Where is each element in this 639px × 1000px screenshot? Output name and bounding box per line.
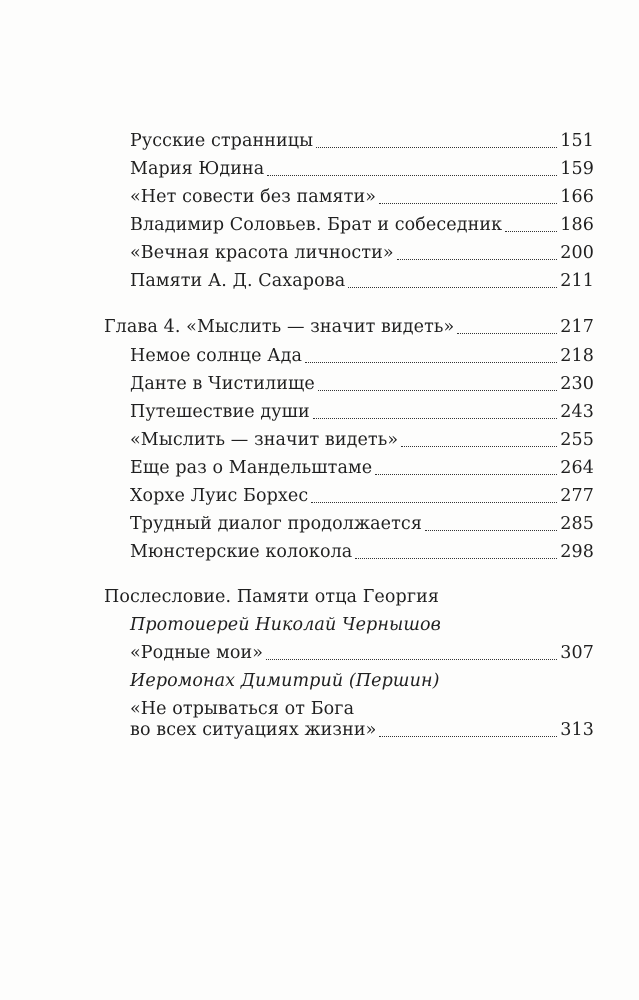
toc-entry-title: Владимир Соловьев. Брат и собеседник xyxy=(130,215,503,235)
toc-entry xyxy=(0,638,639,668)
leader-dots xyxy=(316,147,557,148)
toc-entry-title: Еще раз о Мандельштаме xyxy=(130,458,373,478)
toc-entry xyxy=(0,715,639,745)
toc-entry-title: Памяти А. Д. Сахарова xyxy=(130,271,346,291)
toc-entry-page: 211 xyxy=(560,271,594,291)
toc-entry-page: 264 xyxy=(560,458,594,478)
leader-dots xyxy=(348,287,557,288)
toc-author xyxy=(0,610,639,640)
toc-entry-page: 243 xyxy=(560,402,594,422)
toc-entry-page: 159 xyxy=(560,159,594,179)
toc-entry-page: 217 xyxy=(560,317,594,337)
toc-entry xyxy=(0,210,639,240)
toc-entry-page: 230 xyxy=(560,374,594,394)
toc-entry xyxy=(0,481,639,511)
toc-entry-title: во всех ситуациях жизни» xyxy=(130,720,377,740)
toc-entry xyxy=(0,154,639,184)
toc-entry-page: 313 xyxy=(560,720,594,740)
toc-entry xyxy=(0,182,639,212)
toc-entry-title: «Вечная красота личности» xyxy=(130,243,394,263)
toc-entry-page: 285 xyxy=(560,514,594,534)
toc-entry xyxy=(0,238,639,268)
toc-entry xyxy=(0,341,639,371)
leader-dots xyxy=(266,659,557,660)
leader-dots xyxy=(401,446,557,447)
toc-entry-page: 277 xyxy=(560,486,594,506)
toc-entry xyxy=(0,397,639,427)
toc-entry-page: 166 xyxy=(560,187,594,207)
toc-chapter-heading xyxy=(0,312,639,342)
toc-entry xyxy=(0,369,639,399)
leader-dots xyxy=(505,231,557,232)
leader-dots xyxy=(397,259,558,260)
toc-entry-title: Глава 4. «Мыслить — значит видеть» xyxy=(104,317,455,337)
toc-author xyxy=(0,666,639,696)
toc-entry-page: 151 xyxy=(560,131,594,151)
toc-entry-title: Немое солнце Ада xyxy=(130,346,303,366)
leader-dots xyxy=(379,736,557,737)
toc-entry-page: 186 xyxy=(560,215,594,235)
leader-dots xyxy=(457,333,557,334)
toc-entry-page: 255 xyxy=(560,430,594,450)
leader-dots xyxy=(305,362,557,363)
toc-entry-title: Путешествие души xyxy=(130,402,310,422)
leader-dots xyxy=(318,390,558,391)
leader-dots xyxy=(267,175,557,176)
toc-entry-page: 200 xyxy=(560,243,594,263)
leader-dots xyxy=(425,530,557,531)
toc-entry-title: Мария Юдина xyxy=(130,159,265,179)
toc-entry-title: «Родные мои» xyxy=(130,643,264,663)
toc-entry-page: 298 xyxy=(560,542,594,562)
toc-entry-page: 307 xyxy=(560,643,594,663)
toc-entry xyxy=(0,537,639,567)
toc-entry-title: «Нет совести без памяти» xyxy=(130,187,377,207)
toc-entry-title: Мюнстерские колокола xyxy=(130,542,353,562)
toc-entry-title: «Не отрываться от Бога xyxy=(130,699,355,719)
toc-entry-title: Хорхе Луис Борхес xyxy=(130,486,309,506)
toc-section-heading xyxy=(0,582,639,612)
toc-entry xyxy=(0,453,639,483)
toc-entry xyxy=(0,266,639,296)
toc-entry xyxy=(0,126,639,156)
leader-dots xyxy=(311,502,557,503)
toc-entry-title: Данте в Чистилище xyxy=(130,374,315,394)
leader-dots xyxy=(375,474,557,475)
toc-entry-title: Трудный диалог продолжается xyxy=(130,514,422,534)
toc-entry-title: Иеромонах Димитрий (Першин) xyxy=(130,671,440,691)
toc-entry-page: 218 xyxy=(560,346,594,366)
toc-entry xyxy=(0,509,639,539)
leader-dots xyxy=(379,203,557,204)
toc-entry-title: Русские странницы xyxy=(130,131,314,151)
toc-entry-title: Протоиерей Николай Чернышов xyxy=(130,615,441,635)
toc-entry-title: «Мыслить — значит видеть» xyxy=(130,430,399,450)
leader-dots xyxy=(313,418,558,419)
toc-entry-title: Послесловие. Памяти отца Георгия xyxy=(104,587,439,607)
leader-dots xyxy=(355,558,557,559)
toc-entry xyxy=(0,425,639,455)
